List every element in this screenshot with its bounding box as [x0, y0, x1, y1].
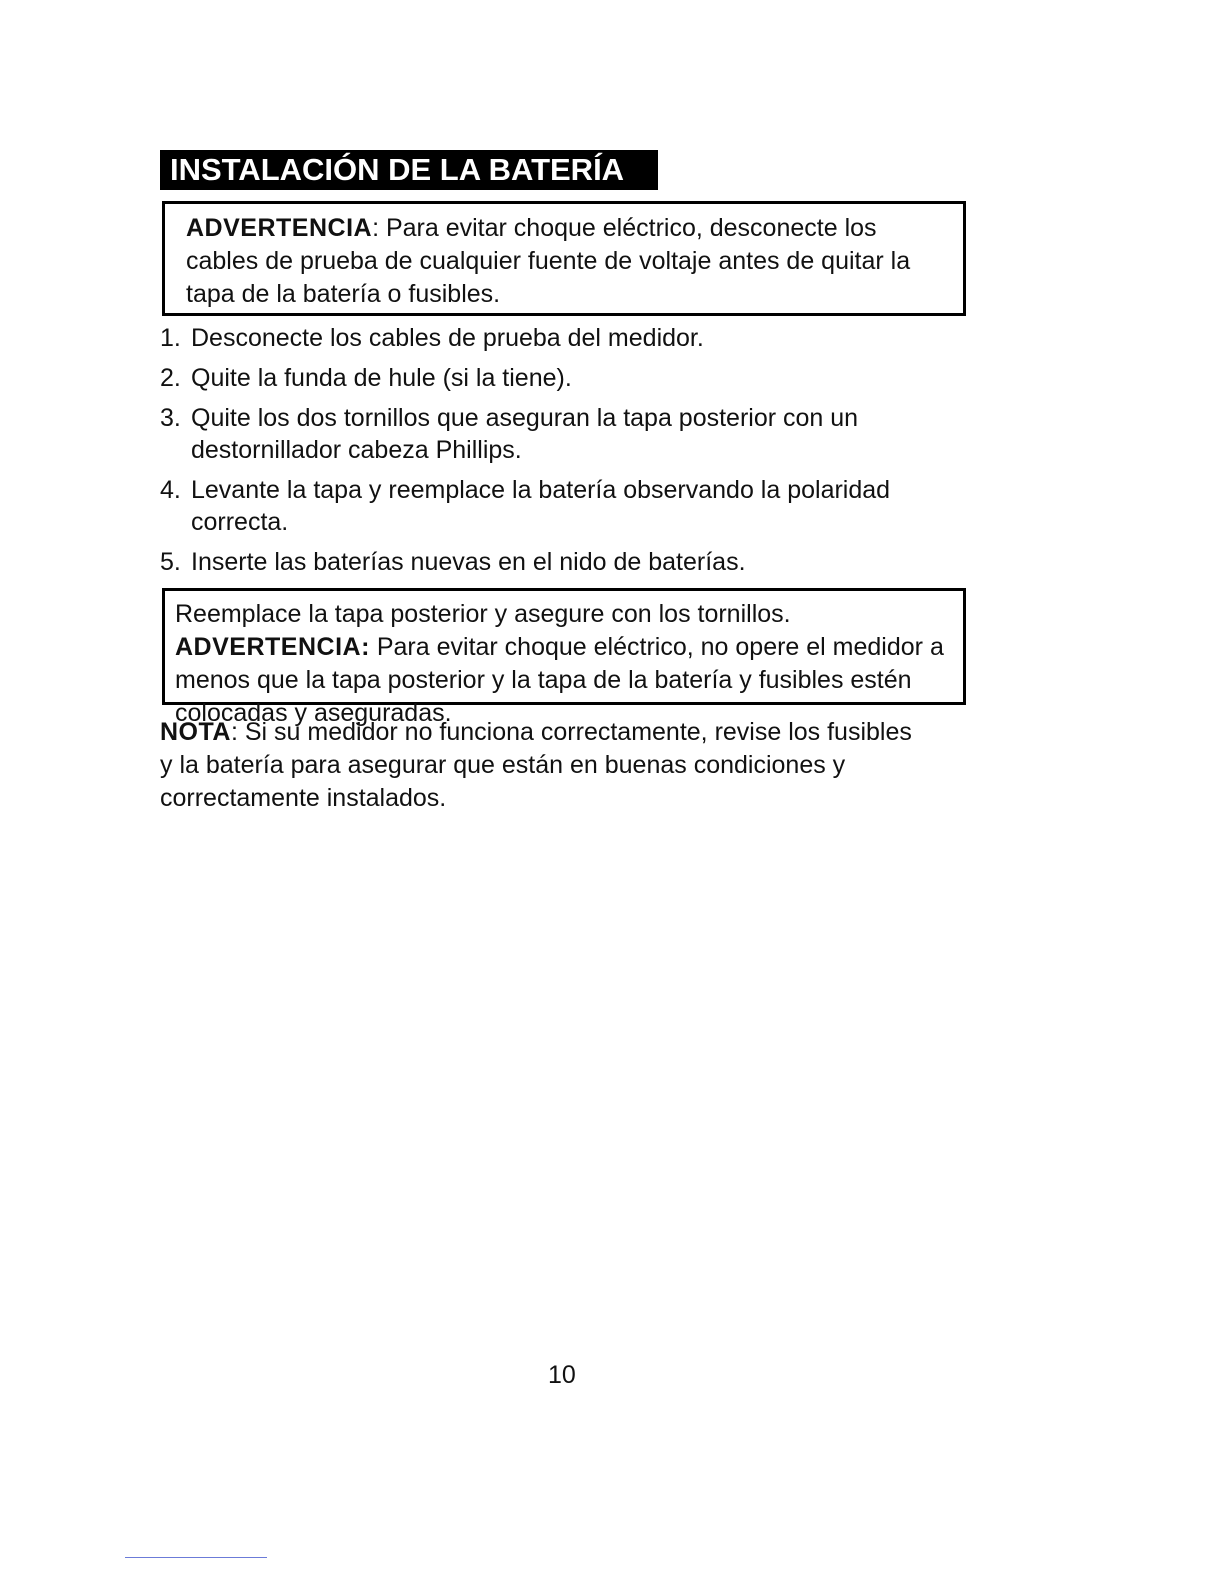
note-paragraph	[160, 716, 920, 815]
replace-cover-instruction: Reemplace la tapa posterior y asegure con los tornillos.	[175, 600, 791, 628]
step-number: 4.	[160, 476, 181, 504]
step-text: Quite la funda de hule (si la tiene).	[191, 364, 572, 392]
warning-label: ADVERTENCIA:	[175, 633, 370, 661]
step-text: Quite los dos tornillos que aseguran la tapa posterior con un destornillador cabeza Phillips.	[191, 404, 859, 464]
step-number: 2.	[160, 364, 181, 392]
note-text: : Si su medidor no funciona correctamente, revise los fusibles y la batería para asegurar que están en buenas condiciones y correctamente instalados.	[160, 718, 912, 812]
step-number: 1.	[160, 324, 181, 352]
warning-box-operation	[162, 588, 966, 727]
note-label: NOTA	[160, 718, 231, 746]
footer-divider	[125, 1557, 267, 1558]
page-title: INSTALACIÓN DE LA BATERÍA	[160, 150, 658, 190]
step-item	[160, 402, 960, 466]
page-number: 10	[548, 1361, 576, 1389]
step-number: 3.	[160, 404, 181, 432]
warning-label: ADVERTENCIA	[186, 214, 373, 242]
step-item	[160, 322, 960, 354]
step-text: Desconecte los cables de prueba del medidor.	[191, 324, 704, 352]
step-number: 5.	[160, 548, 181, 576]
step-text: Levante la tapa y reemplace la batería observando la polaridad correcta.	[191, 476, 891, 536]
step-item	[160, 362, 960, 394]
step-item	[160, 546, 960, 578]
installation-steps	[160, 322, 960, 586]
warning-text: : Para evitar choque eléctrico, desconecte los cables de prueba de cualquier fuente de voltaje antes de quitar la tapa de la batería o fusibles.	[186, 214, 911, 308]
step-item	[160, 474, 960, 538]
warning-text: Para evitar choque eléctrico, no opere el medidor a menos que la tapa posterior y la tapa de la batería y fusibles estén colocadas y aseguradas.	[175, 633, 944, 727]
warning-box-cables	[162, 201, 966, 316]
step-text: Inserte las baterías nuevas en el nido de baterías.	[191, 548, 746, 576]
